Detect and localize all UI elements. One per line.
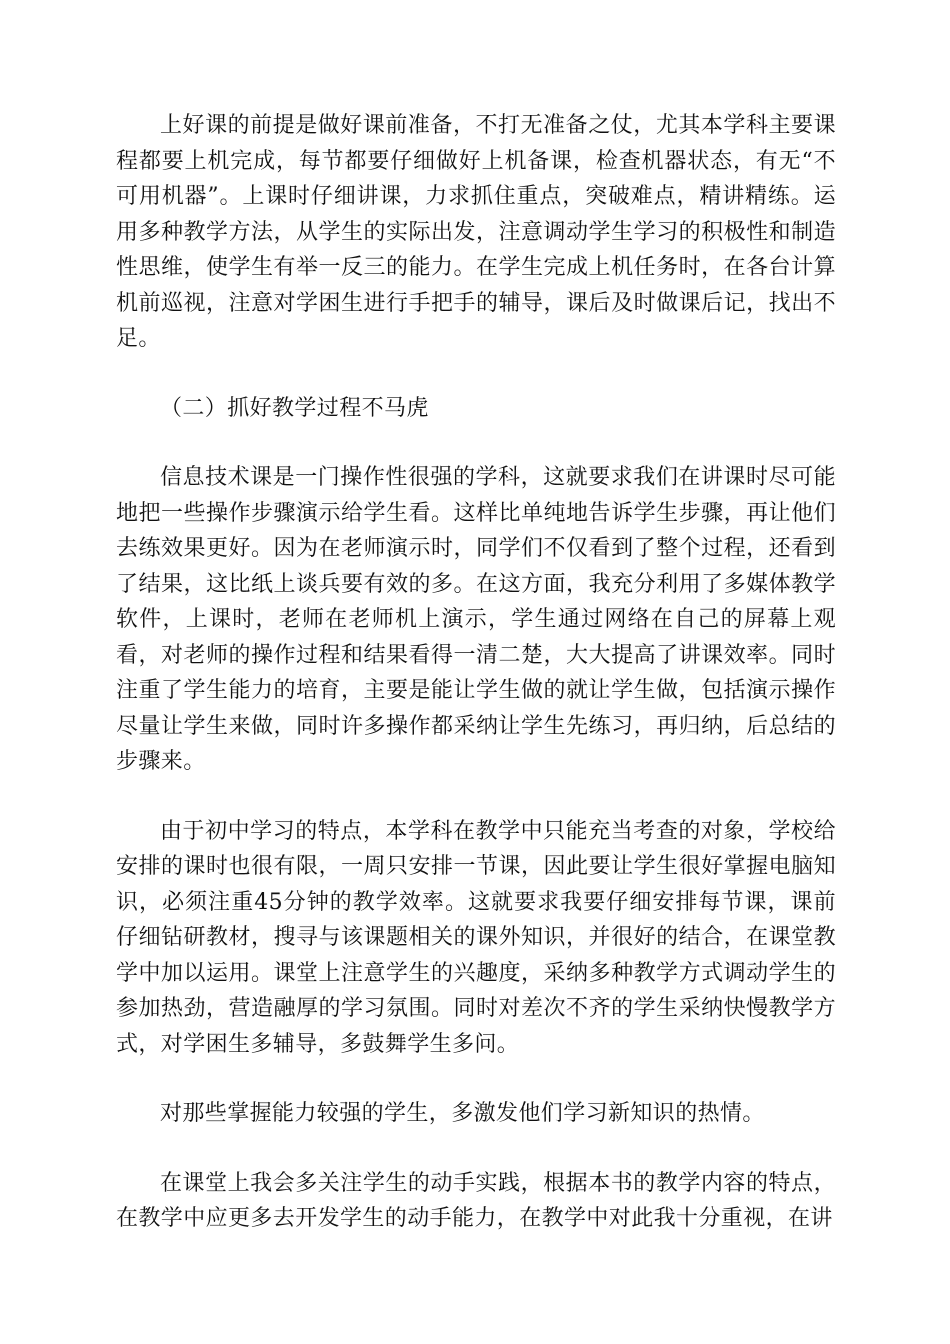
paragraph-gap [116, 1132, 836, 1166]
section-heading-teaching-process: （二）抓好教学过程不马虎 [160, 395, 429, 421]
paragraph-teaching-efficiency: 由于初中学习的特点，本学科在教学中只能充当考查的对象，学校给安排的课时也很有限，一周只安排一节课，因此要让学生很好掌握电脑知识，必须注重45分钟的教学效率。这就要求我要仔细安排每节课，课前仔细钻研教材，搜寻与该课题相关的课外知识，并很好的结合，在课堂教学中加以运用。课堂上注意学生的兴趣度，采纳多种教学方式调动学生的参加热劲，营造融厚的学习氛围。同时对差次不齐的学生采纳快慢教学方式，对学困生多辅导，多鼓舞学生多问。 [116, 818, 836, 1057]
paragraph-demonstration: 信息技术课是一门操作性很强的学科，这就要求我们在讲课时尽可能地把一些操作步骤演示给学生看。这样比单纯地告诉学生步骤，再让他们去练效果更好。因为在老师演示时，同学们不仅看到了整个过程，还看到了结果，这比纸上谈兵要有效的多。在这方面，我充分利用了多媒体教学软件，上课时，老师在老师机上演示，学生通过网络在自己的屏幕上观看，对老师的操作过程和结果看得一清二楚，大大提高了讲课效率。同时注重了学生能力的培育，主要是能让学生做的就让学生做，包括演示操作尽量让学生来做，同时许多操作都采纳让学生先练习，再归纳，后总结的步骤来。 [116, 465, 836, 774]
paragraph-hands-on-practice: 在课堂上我会多关注学生的动手实践，根据本书的教学内容的特点，在教学中应更多去开发学生的动手能力，在教学中对此我十分重视，在讲 [116, 1170, 836, 1231]
paragraph-gap [116, 426, 836, 460]
document-page [116, 108, 836, 1237]
paragraph-gap [116, 1062, 836, 1096]
paragraph-strong-students: 对那些掌握能力较强的学生，多激发他们学习新知识的热情。 [160, 1101, 765, 1126]
paragraph-gap [116, 357, 836, 391]
paragraph-lesson-preparation: 上好课的前提是做好课前准备，不打无准备之仗，尤其本学科主要课程都要上机完成，每节都要仔细做好上机备课，检查机器状态，有无“不可用机器”。上课时仔细讲课，力求抓住重点，突破难点，精讲精练。运用多种教学方法，从学生的实际出发，注意调动学生学习的积极性和制造性思维，使学生有举一反三的能力。在学生完成上机任务时，在各台计算机前巡视，注意对学困生进行手把手的辅导，课后及时做课后记，找出不足。 [116, 113, 836, 351]
paragraph-gap [116, 780, 836, 814]
